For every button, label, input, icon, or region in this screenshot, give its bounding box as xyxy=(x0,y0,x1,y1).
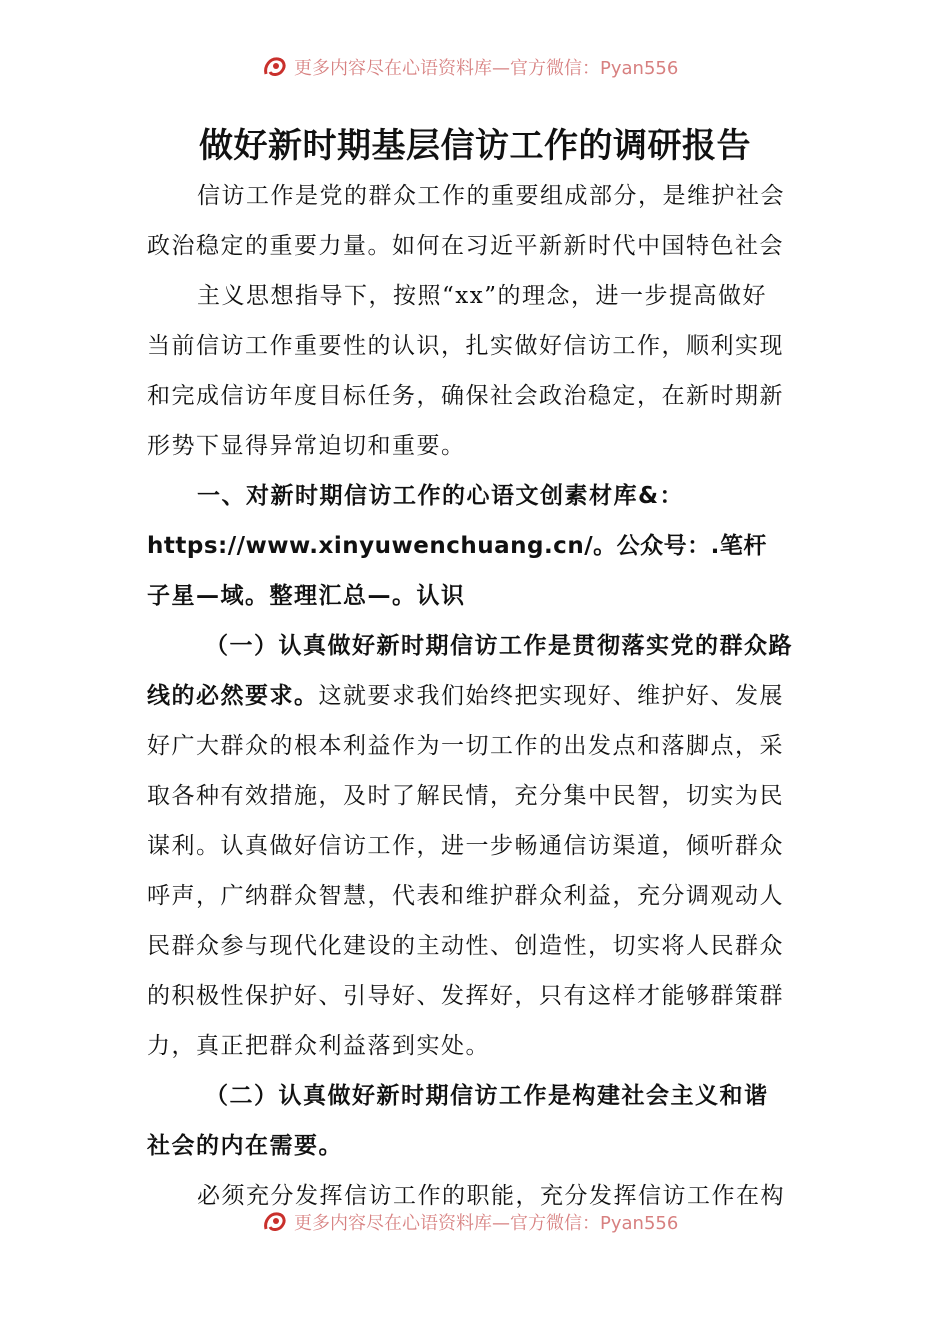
section-heading-1-end: 子星—域。整理汇总—。认识 xyxy=(147,583,466,609)
paragraph-line: 政治稳定的重要力量。如何在习近平新新时代中国特色社会 xyxy=(147,233,784,259)
section-heading-1-url: https://www.xinyuwenchuang.cn/。公众号：.笔杆 xyxy=(147,533,767,559)
paragraph-line: 取各种有效措施，及时了解民情，充分集中民智，切实为民 xyxy=(147,783,784,809)
paragraph-line: 信访工作是党的群众工作的重要组成部分，是维护社会 xyxy=(197,183,785,209)
paragraph-line: 和完成信访年度目标任务，确保社会政治稳定，在新时期新 xyxy=(147,383,784,409)
paragraph-line: 当前信访工作重要性的认识，扎实做好信访工作，顺利实现 xyxy=(147,333,784,359)
document-title: 做好新时期基层信访工作的调研报告 xyxy=(199,126,751,166)
paragraph-text: 这就要求我们始终把实现好、维护好、发展 xyxy=(318,683,784,709)
paragraph-line: 主义思想指导下，按照“xx”的理念，进一步提高做好 xyxy=(197,283,767,309)
banner-text: 更多内容尽在心语资料库—官方微信：Pyan556 xyxy=(294,58,679,79)
paragraph-line: 的积极性保护好、引导好、发挥好，只有这样才能够群策群 xyxy=(147,983,784,1009)
logo-icon xyxy=(262,54,288,80)
footer-watermark-banner xyxy=(262,1207,678,1237)
paragraph-line: 民群众参与现代化建设的主动性、创造性，切实将人民群众 xyxy=(147,933,784,959)
paragraph-line: 好广大群众的根本利益作为一切工作的出发点和落脚点，采 xyxy=(147,733,784,759)
subheading-2-end: 社会的内在需要。 xyxy=(147,1132,343,1159)
header-watermark-banner xyxy=(262,52,678,82)
paragraph-line: 形势下显得异常迫切和重要。 xyxy=(147,433,466,459)
subheading-1-end: 线的必然要求。 xyxy=(147,682,319,709)
paragraph-line: 呼声，广纳群众智慧，代表和维护群众利益，充分调观动人 xyxy=(147,883,784,909)
paragraph-line: 谋利。认真做好信访工作，进一步畅通信访渠道，倾听群众 xyxy=(147,833,784,859)
section-heading-1: 一、对新时期信访工作的心语文创素材库&： xyxy=(197,483,685,509)
paragraph-line: 必须充分发挥信访工作的职能，充分发挥信访工作在构 xyxy=(197,1183,785,1209)
subheading-1: （一）认真做好新时期信访工作是贯彻落实党的群众路 xyxy=(205,632,793,659)
banner-text: 更多内容尽在心语资料库—官方微信：Pyan556 xyxy=(294,1213,679,1234)
subheading-2: （二）认真做好新时期信访工作是构建社会主义和谐 xyxy=(205,1082,769,1109)
logo-icon xyxy=(262,1209,288,1235)
paragraph-line: 力，真正把群众利益落到实处。 xyxy=(147,1033,490,1059)
paragraph-line xyxy=(147,676,807,716)
